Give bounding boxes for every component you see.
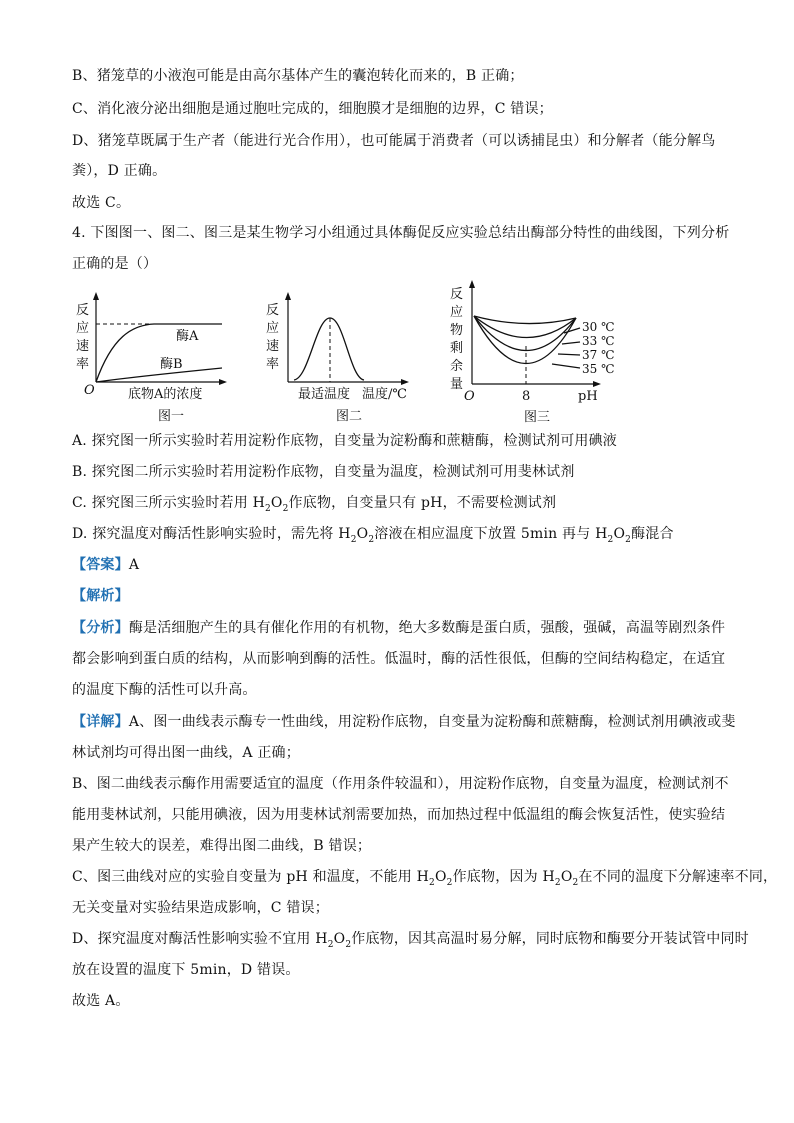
fig2-y-arrow	[285, 292, 291, 300]
fig2-ylabel-char: 速	[266, 339, 280, 354]
fig1-origin: O	[84, 383, 95, 398]
fig3-ylabel-char: 余	[450, 359, 464, 374]
fig1-caption: 图一	[158, 409, 185, 424]
text-run: 2	[554, 877, 561, 888]
fig1-ylabel-char: 率	[76, 357, 90, 372]
analysis-line: 都会影响到蛋白质的结构，从而影响到酶的活性。低温时，酶的活性很低，但酶的空间结构稳定，在适宜	[72, 651, 726, 667]
fig1-curve-a	[96, 324, 222, 382]
text-run: 2	[264, 503, 271, 514]
analysis-line	[72, 618, 732, 638]
fig1-xlabel: 底物A的浓度	[128, 387, 203, 402]
analysis-heading	[72, 586, 732, 606]
text-run: 【解析】	[72, 588, 129, 604]
fig3-ylabel-char: 剩	[450, 341, 464, 356]
fig3-xtick: 8	[522, 389, 531, 404]
fig3-y-arrow	[469, 280, 475, 288]
fig3-ylabel-char: 应	[450, 305, 464, 320]
fig1-ylabel-char: 应	[76, 321, 90, 336]
fig3-leader	[558, 354, 580, 355]
text-run: O	[613, 526, 626, 542]
fig1-ylabel-char: 速	[76, 339, 90, 354]
detail-line: 无关变量对实验结果造成影响，C 错误；	[72, 900, 329, 916]
text-run: 2	[572, 877, 579, 888]
detail-tag: 【详解】	[72, 714, 129, 730]
detail-line: 果产生较大的误差，难得出图二曲线，B 错误；	[72, 838, 372, 854]
detail-line: 林试剂均可得出图一曲线，A 正确；	[72, 745, 300, 761]
detail-line: 放在设置的温度下 5min，D 错误。	[72, 962, 300, 978]
fig1-x-arrow	[219, 379, 227, 385]
text-line: 粪），D 正确。	[72, 163, 167, 179]
text-run: D、探究温度对酶活性影响实验不宜用 H	[72, 931, 328, 947]
text-run: 2	[327, 939, 334, 950]
question-stem: 4. 下图图一、图二、图三是某生物学习小组通过具体酶促反应实验总结出酶部分特性的曲线图，下列分析	[72, 225, 730, 241]
detail-line	[72, 712, 736, 732]
text-run: O	[560, 869, 573, 885]
analysis-tag: 【分析】	[72, 620, 129, 636]
fig2-caption: 图二	[336, 409, 363, 424]
text-run: 2	[625, 534, 632, 545]
answer-line	[72, 555, 732, 575]
fig1-label-b: 酶B	[160, 357, 183, 372]
fig2-ylabel-char: 率	[266, 357, 280, 372]
fig2-xtick: 最适温度	[298, 387, 351, 402]
text-line: D、猪笼草既属于生产者（能进行光合作用），也可能属于消费者（可以诱捕昆虫）和分解者（能分解鸟	[72, 133, 716, 149]
fig3-series-label: 30 ℃	[582, 320, 615, 334]
text-line: B、猪笼草的小液泡可能是由高尔基体产生的囊泡转化而来的，B 正确；	[72, 68, 524, 84]
option-c	[72, 493, 732, 519]
text-run: 2	[607, 534, 614, 545]
fig2-curve	[294, 318, 364, 380]
fig1-y-arrow	[93, 292, 99, 300]
fig3-curve-30	[474, 316, 576, 324]
fig2-x-arrow	[401, 379, 409, 385]
detail-line: 能用斐林试剂，只能用碘液，因为用斐林试剂需要加热，而加热过程中低温组的酶会恢复活性，使实验结	[72, 807, 726, 823]
question-stem: 正确的是（）	[72, 256, 158, 272]
text-run: 酶是活细胞产生的具有催化作用的有机物，绝大多数酶是蛋白质，强酸，强碱，高温等剧烈条件	[128, 620, 726, 636]
text-run: 2	[368, 534, 375, 545]
text-run: O	[356, 526, 369, 542]
text-run: D. 探究温度对酶活性影响实验时，需先将 H	[72, 526, 351, 542]
text-run: 2	[345, 939, 352, 950]
fig3-caption: 图三	[524, 410, 551, 425]
text-run: O	[270, 495, 283, 511]
fig3-xlabel: pH	[578, 389, 598, 404]
figure-3	[446, 278, 626, 428]
fig3-origin: O	[464, 389, 475, 404]
fig1-label-a: 酶A	[176, 329, 199, 344]
fig1-curve-b	[96, 368, 222, 382]
fig2-xlabel: 温度/℃	[362, 387, 407, 402]
text-line: 故选 C。	[72, 195, 131, 211]
fig3-x-arrow	[593, 381, 601, 387]
fig3-leader	[562, 342, 580, 344]
text-run: O	[333, 931, 346, 947]
text-run: O	[434, 869, 447, 885]
text-line: C、消化液分泌出细胞是通过胞吐完成的，细胞膜才是细胞的边界，C 错误；	[72, 101, 553, 117]
text-run: 作底物，因其高温时易分解，同时底物和酶要分开装试管中同时	[351, 931, 749, 947]
detail-line: B、图二曲线表示酶作用需要适宜的温度（作用条件较温和），用淀粉作底物，自变量为温度，检测试剂不	[72, 776, 729, 792]
detail-line	[72, 867, 778, 893]
answer-tag: 【答案】	[72, 557, 129, 573]
text-run: 2	[282, 503, 289, 514]
text-run: 酶混合	[631, 526, 674, 542]
fig2-ylabel-char: 应	[266, 321, 280, 336]
detail-line	[72, 929, 749, 955]
answer-value: A	[128, 557, 140, 573]
text-run: A、图一曲线表示酶专一性曲线，用淀粉作底物，自变量为淀粉酶和蔗糖酶，检测试剂用碘液或斐	[128, 714, 736, 730]
figure-1	[72, 292, 242, 427]
fig3-ylabel-char: 量	[450, 377, 464, 392]
analysis-line: 的温度下酶的活性可以升高。	[72, 682, 257, 698]
fig3-leader	[552, 364, 580, 368]
text-run: 作底物，自变量只有 pH，不需要检测试剂	[288, 495, 557, 511]
detail-line: 故选 A。	[72, 993, 130, 1009]
fig3-series-label: 33 ℃	[582, 334, 615, 348]
text-run: C. 探究图三所示实验时若用 H	[72, 495, 265, 511]
text-run: 在不同的温度下分解速率不同，	[578, 869, 778, 885]
text-run: 溶液在相应温度下放置 5min 再与 H	[374, 526, 608, 542]
fig2-ylabel-char: 反	[266, 303, 280, 318]
option-d	[72, 524, 732, 550]
text-run: 作底物，因为 H	[452, 869, 555, 885]
fig3-series-label: 35 ℃	[582, 362, 615, 376]
option-b: B. 探究图二所示实验时若用淀粉作底物，自变量为温度，检测试剂可用斐林试剂	[72, 464, 575, 480]
text-run: 2	[350, 534, 357, 545]
text-run: 2	[429, 877, 435, 888]
fig1-ylabel-char: 反	[76, 303, 90, 318]
text-run: 2	[446, 877, 453, 888]
fig3-ylabel-char: 反	[450, 287, 464, 302]
option-a: A. 探究图一所示实验时若用淀粉作底物，自变量为淀粉酶和蔗糖酶，检测试剂可用碘液	[72, 433, 618, 449]
text-run: C、图三曲线对应的实验自变量为 pH 和温度，不能用 H	[72, 869, 430, 885]
fig3-ylabel-char: 物	[450, 323, 464, 338]
figure-2	[264, 292, 424, 427]
fig3-series-label: 37 ℃	[582, 348, 615, 362]
